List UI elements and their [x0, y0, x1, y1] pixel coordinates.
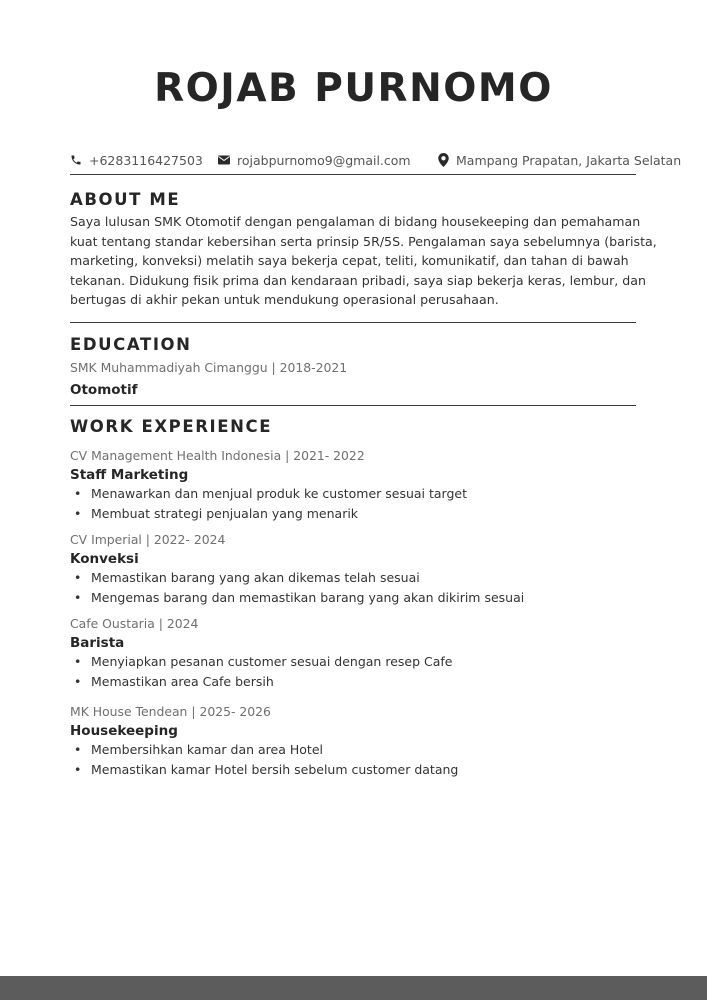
map-pin-icon: [438, 153, 449, 167]
job-bullet: • Membersihkan kamar dan area Hotel: [74, 742, 323, 757]
job-bullet-text: Membersihkan kamar dan area Hotel: [91, 742, 323, 757]
divider: [70, 405, 636, 406]
divider: [70, 322, 636, 323]
job-bullet-text: Memastikan area Cafe bersih: [91, 674, 274, 689]
job-role: Konveksi: [70, 551, 139, 567]
email-text: rojabpurnomo9@gmail.com: [237, 152, 411, 168]
job-bullet: • Memastikan kamar Hotel bersih sebelum customer datang: [74, 762, 459, 777]
contact-phone: [70, 151, 203, 169]
job-bullet-text: Membuat strategi penjualan yang menarik: [91, 506, 359, 521]
job-bullet-text: Memastikan barang yang akan dikemas telah sesuai: [91, 570, 420, 585]
job-bullet: • Memastikan area Cafe bersih: [74, 674, 274, 689]
job-role: Barista: [70, 635, 125, 651]
education-major: Otomotif: [70, 382, 138, 398]
footer-bar: [0, 976, 707, 1000]
job-company: MK House Tendean | 2025- 2026: [70, 704, 271, 719]
job-bullet: • Menawarkan dan menjual produk ke customer sesuai target: [74, 486, 467, 501]
contact-location: [438, 151, 681, 169]
contact-email: [218, 151, 411, 169]
about-text: Saya lulusan SMK Otomotif dengan pengalaman di bidang housekeeping dan pemahaman kuat tentang standar kebersihan serta prinsip 5R/5S. Pengalaman saya sebelumnya (barista, marketing, konveksi) melatih saya bekerja cepat, teliti, komunikatif, dan tahan di bawah tekanan. Didukung fisik prima dan kendaraan pribadi, saya siap bekerja keras, lembur, dan bertugas di akhir pekan untuk mendukung operasional perusahaan.: [70, 214, 657, 308]
candidate-name: ROJAB PURNOMO: [154, 66, 553, 111]
job-bullet: • Memastikan barang yang akan dikemas telah sesuai: [74, 570, 420, 585]
education-heading: EDUCATION: [70, 335, 192, 354]
about-heading: ABOUT ME: [70, 190, 181, 209]
phone-icon: [70, 154, 82, 166]
phone-text: +6283116427503: [89, 152, 203, 168]
job-company: CV Management Health Indonesia | 2021- 2022: [70, 448, 365, 463]
job-bullet-text: Menyiapkan pesanan customer sesuai dengan resep Cafe: [91, 654, 453, 669]
job-bullet-text: Memastikan kamar Hotel bersih sebelum customer datang: [91, 762, 459, 777]
job-bullet: • Mengemas barang dan memastikan barang yang akan dikirim sesuai: [74, 590, 525, 605]
job-company: Cafe Oustaria | 2024: [70, 616, 199, 631]
job-bullet: • Membuat strategi penjualan yang menarik: [74, 506, 359, 521]
job-role: Staff Marketing: [70, 467, 189, 483]
divider: [70, 174, 636, 175]
location-text: Mampang Prapatan, Jakarta Selatan: [456, 152, 682, 168]
job-company: CV Imperial | 2022- 2024: [70, 532, 226, 547]
education-school: SMK Muhammadiyah Cimanggu | 2018-2021: [70, 360, 348, 375]
job-bullet-text: Mengemas barang dan memastikan barang yang akan dikirim sesuai: [91, 590, 525, 605]
work-heading: WORK EXPERIENCE: [70, 417, 273, 436]
envelope-icon: [218, 155, 230, 165]
job-role: Housekeeping: [70, 723, 178, 739]
job-bullet: • Menyiapkan pesanan customer sesuai dengan resep Cafe: [74, 654, 453, 669]
job-bullet-text: Menawarkan dan menjual produk ke customer sesuai target: [91, 486, 467, 501]
